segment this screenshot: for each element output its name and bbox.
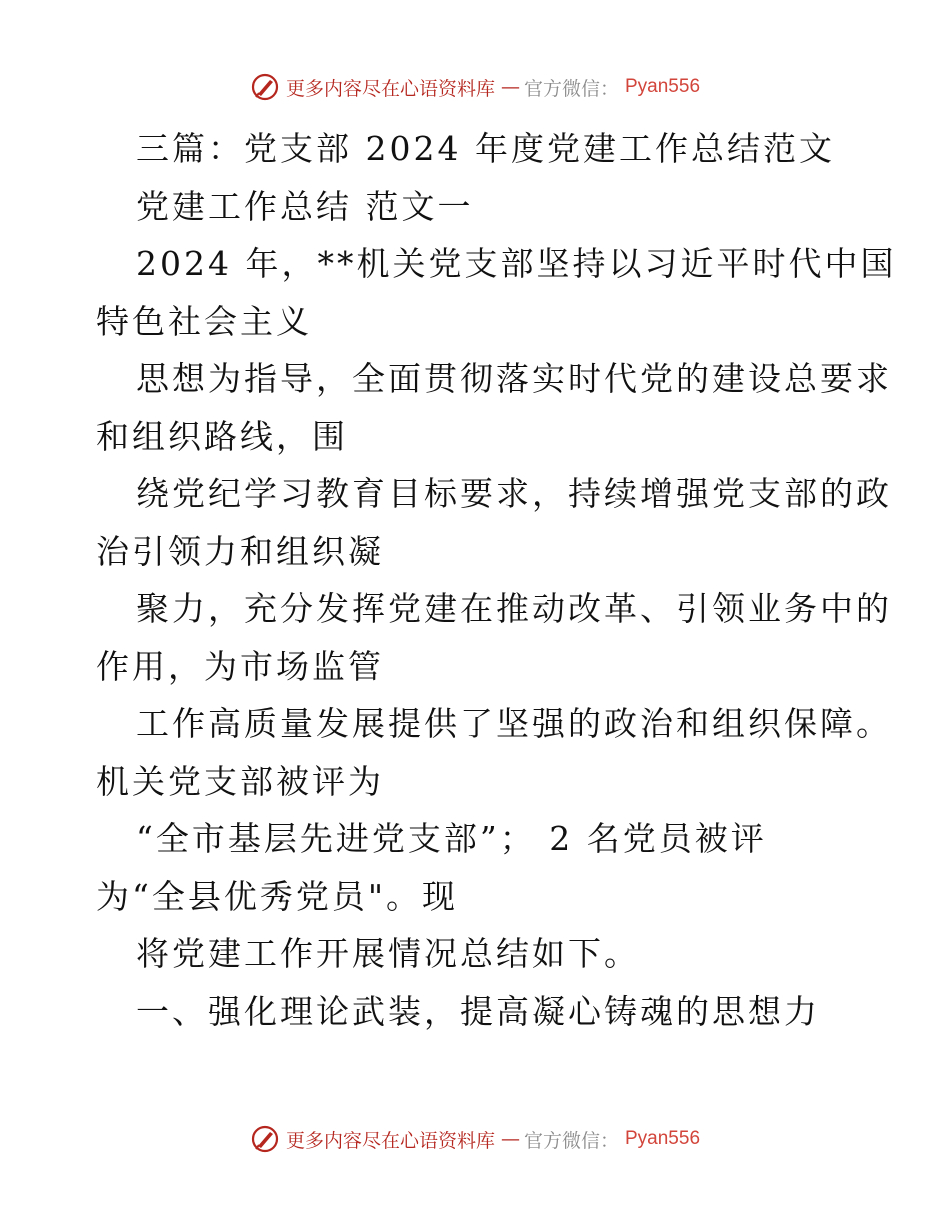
document-line: 2024 年，**机关党支部坚持以习近平时代中国 <box>136 244 897 283</box>
document-line: 绕党纪学习教育目标要求，持续增强党支部的政 <box>136 474 892 513</box>
quill-logo-icon <box>250 1124 280 1154</box>
watermark-text: 更多内容尽在心语资料库 <box>285 1129 495 1152</box>
document-line: 作用，为市场监管 <box>96 646 384 686</box>
header-watermark <box>0 72 950 102</box>
document-line: 将党建工作开展情况总结如下。 <box>136 934 640 973</box>
document-line: 党建工作总结 范文一 <box>136 186 474 226</box>
document-line: “全市基层先进党支部”； 2 名党员被评 <box>136 819 767 858</box>
document-body <box>96 120 897 1040</box>
document-line: 机关党支部被评为 <box>96 761 384 801</box>
document-line: 一、强化理论武装，提高凝心铸魂的思想力 <box>136 991 820 1031</box>
footer-watermark <box>0 1124 950 1154</box>
document-line: 和组织路线，围 <box>96 416 348 456</box>
document-line: 为“全县优秀党员"。现 <box>96 876 459 916</box>
document-line: 治引领力和组织凝 <box>96 531 384 571</box>
watermark-wechat-id: Pyan556 <box>625 1128 701 1149</box>
watermark-label: 官方微信： <box>523 78 619 100</box>
watermark-separator: — <box>500 1128 518 1150</box>
watermark-wechat-id: Pyan556 <box>625 76 701 97</box>
document-line: 三篇：党支部 2024 年度党建工作总结范文 <box>136 129 835 168</box>
watermark-label: 官方微信： <box>523 1130 619 1152</box>
quill-logo-icon <box>250 72 280 102</box>
document-line: 特色社会主义 <box>96 301 312 341</box>
watermark-separator: — <box>500 76 518 98</box>
document-line: 思想为指导，全面贯彻落实时代党的建设总要求 <box>136 359 892 398</box>
watermark-text: 更多内容尽在心语资料库 <box>285 77 495 100</box>
document-line: 工作高质量发展提供了坚强的政治和组织保障。 <box>136 704 892 743</box>
document-line: 聚力，充分发挥党建在推动改革、引领业务中的 <box>136 589 892 628</box>
